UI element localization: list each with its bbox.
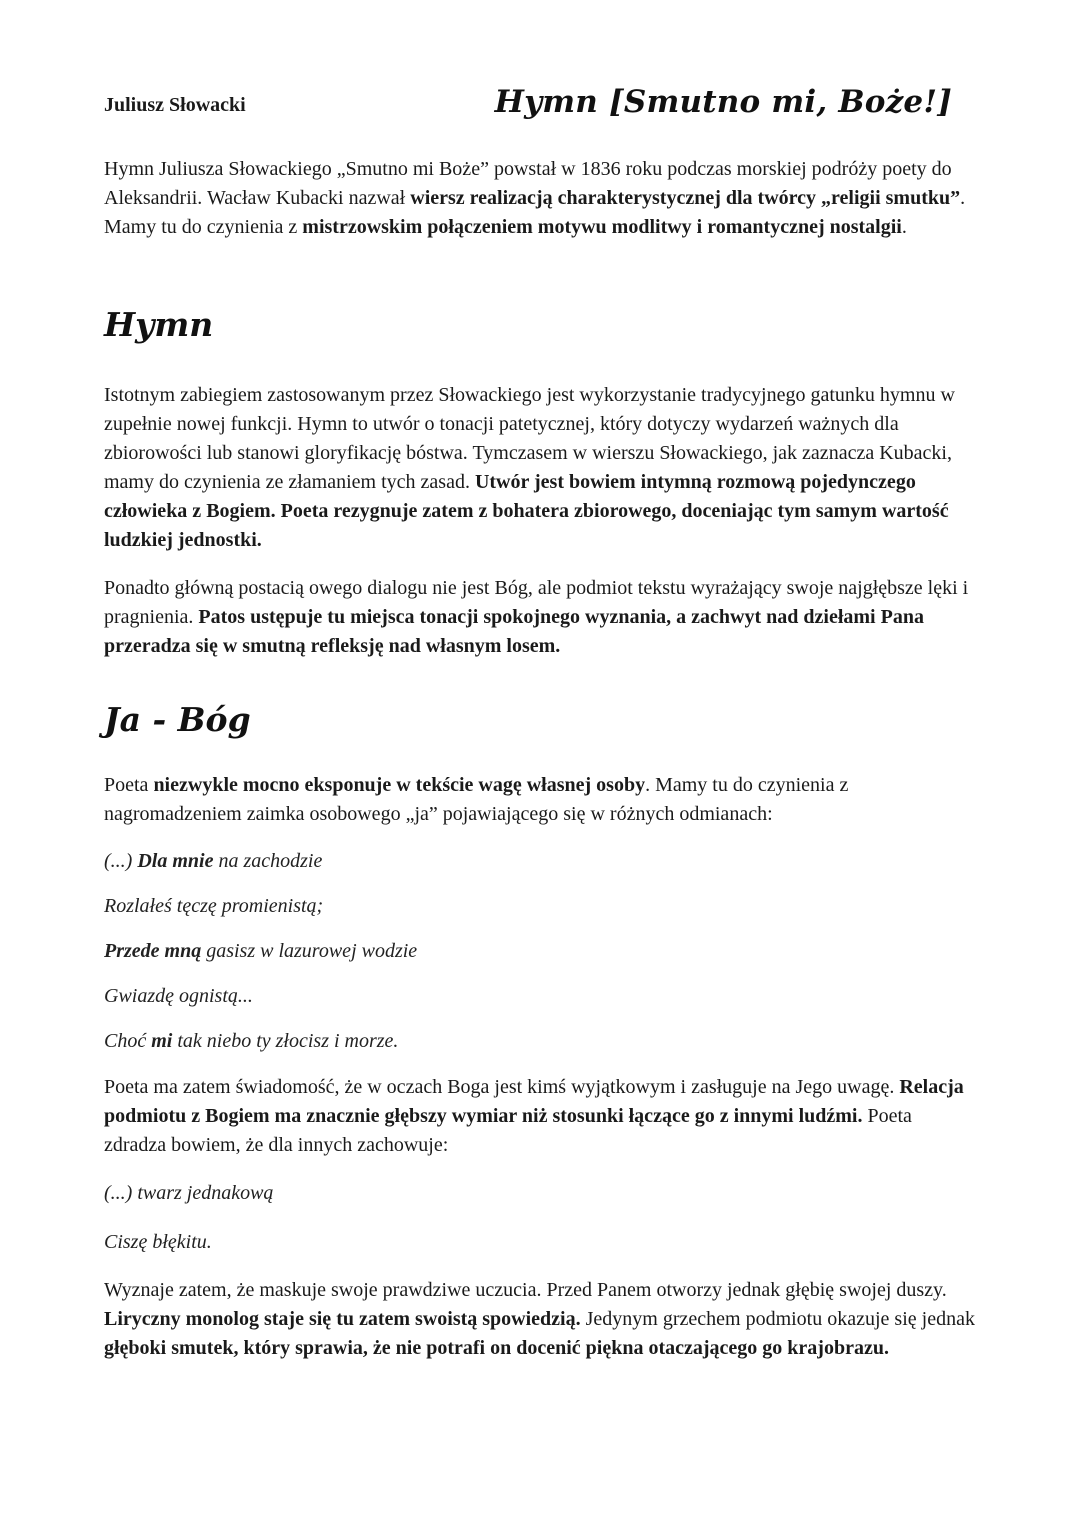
page-header	[104, 84, 952, 124]
jabog-p2-text-2: Poeta zdradza bowiem, że dla innych zachowuje:	[104, 1105, 912, 1156]
quote-bold: Dla mnie	[137, 850, 214, 872]
jabog-p3-bold-2: głęboki smutek, który sprawia, że nie potrafi on docenić piękna otaczającego go krajobrazu.	[104, 1337, 889, 1359]
jabog-p3-text-1: Wyznaje zatem, że maskuje swoje prawdziwe uczucia. Przed Panem otworzy jednak głębię swojej duszy.	[104, 1279, 947, 1301]
poem-title: Hymn [Smutno mi, Boże!]	[494, 84, 952, 120]
intro-paragraph	[104, 155, 976, 242]
jabog-p3-text-2: Jedynym grzechem podmiotu okazuje się jednak	[580, 1308, 975, 1330]
hymn-paragraph-1	[104, 381, 976, 555]
quote-text: gasisz w lazurowej wodzie	[201, 940, 418, 962]
intro-text-2: . Mamy tu do czynienia z	[104, 187, 966, 238]
jabog-p2-text-1: Poeta ma zatem świadomość, że w oczach Boga jest kimś wyjątkowym i zasługuje na Jego uwagę.	[104, 1076, 900, 1098]
quote-line	[104, 1030, 398, 1053]
author-name: Juliusz Słowacki	[104, 94, 246, 116]
hymn-p1-bold: Utwór jest bowiem intymną rozmową pojedynczego człowieka z Bogiem. Poeta rezygnuje zatem z bohatera zbiorowego, doceniając tym samym wartość ludzkiej jednostki.	[104, 471, 949, 551]
jabog-paragraph-1	[104, 771, 976, 829]
jabog-p1-text-2: . Mamy tu do czynienia z nagromadzeniem zaimka osobowego „ja” pojawiającego się w różnych odmianach:	[104, 774, 849, 825]
quote-line	[104, 850, 322, 873]
hymn-paragraph-2	[104, 574, 976, 661]
quote-bold: Przede mną	[104, 940, 202, 962]
hymn-p2-text: Ponadto główną postacią owego dialogu nie jest Bóg, ale podmiot tekstu wyrażający swoje najgłębsze lęki i pragnienia.	[104, 577, 969, 628]
jabog-p3-bold-1: Liryczny monolog staje się tu zatem swoistą spowiedzią.	[104, 1308, 581, 1330]
intro-text-1: Hymn Juliusza Słowackiego „Smutno mi Boże” powstał w 1836 roku podczas morskiej podróży poety do Aleksandrii. Wacław Kubacki nazwał	[104, 158, 952, 209]
quote-line: (...) twarz jednakową	[104, 1182, 274, 1204]
quote-text: Choć	[104, 1030, 152, 1052]
section-heading-ja-bog: Ja - Bóg	[104, 700, 251, 739]
hymn-p1-text: Istotnym zabiegiem zastosowanym przez Słowackiego jest wykorzystanie tradycyjnego gatunku hymnu w zupełnie nowej funkcji. Hymn to utwór o tonacji patetycznej, który dotyczy wydarzeń ważnych dla zbiorowości lub stanowi gloryfikację bóstwa. Tymczasem w wierszu Słowackiego, jak zaznacza Kubacki, mamy do czynienia ze złamaniem tych zasad.	[104, 384, 955, 493]
intro-bold-2: mistrzowskim połączeniem motywu modlitwy i romantycznej nostalgii	[302, 216, 902, 238]
jabog-p1-text-1: Poeta	[104, 774, 154, 796]
jabog-paragraph-2	[104, 1073, 976, 1160]
quote-line: Rozlałeś tęczę promienistą;	[104, 895, 324, 917]
jabog-p2-bold: Relacja podmiotu z Bogiem ma znacznie głębszy wymiar niż stosunki łączące go z innymi ludźmi.	[104, 1076, 964, 1127]
jabog-paragraph-3	[104, 1276, 976, 1363]
quote-line	[104, 940, 417, 963]
quote-bold: mi	[151, 1030, 173, 1052]
jabog-p1-bold: niezwykle mocno eksponuje w tekście wagę własnej osoby	[153, 774, 646, 796]
quote-line: Ciszę błękitu.	[104, 1231, 212, 1253]
quote-text: tak niebo ty złocisz i morze.	[172, 1030, 399, 1052]
hymn-p2-bold: Patos ustępuje tu miejsca tonacji spokojnego wyznania, a zachwyt nad dziełami Pana przeradza się w smutną refleksję nad własnym losem.	[104, 606, 924, 657]
intro-bold-1: wiersz realizacją charakterystycznej dla twórcy „religii smutku”	[410, 187, 961, 209]
intro-text-3: .	[901, 216, 907, 238]
quote-text: (...)	[104, 850, 138, 872]
quote-line: Gwiazdę ognistą...	[104, 985, 253, 1007]
section-heading-hymn: Hymn	[104, 305, 214, 344]
quote-text: na zachodzie	[213, 850, 323, 872]
